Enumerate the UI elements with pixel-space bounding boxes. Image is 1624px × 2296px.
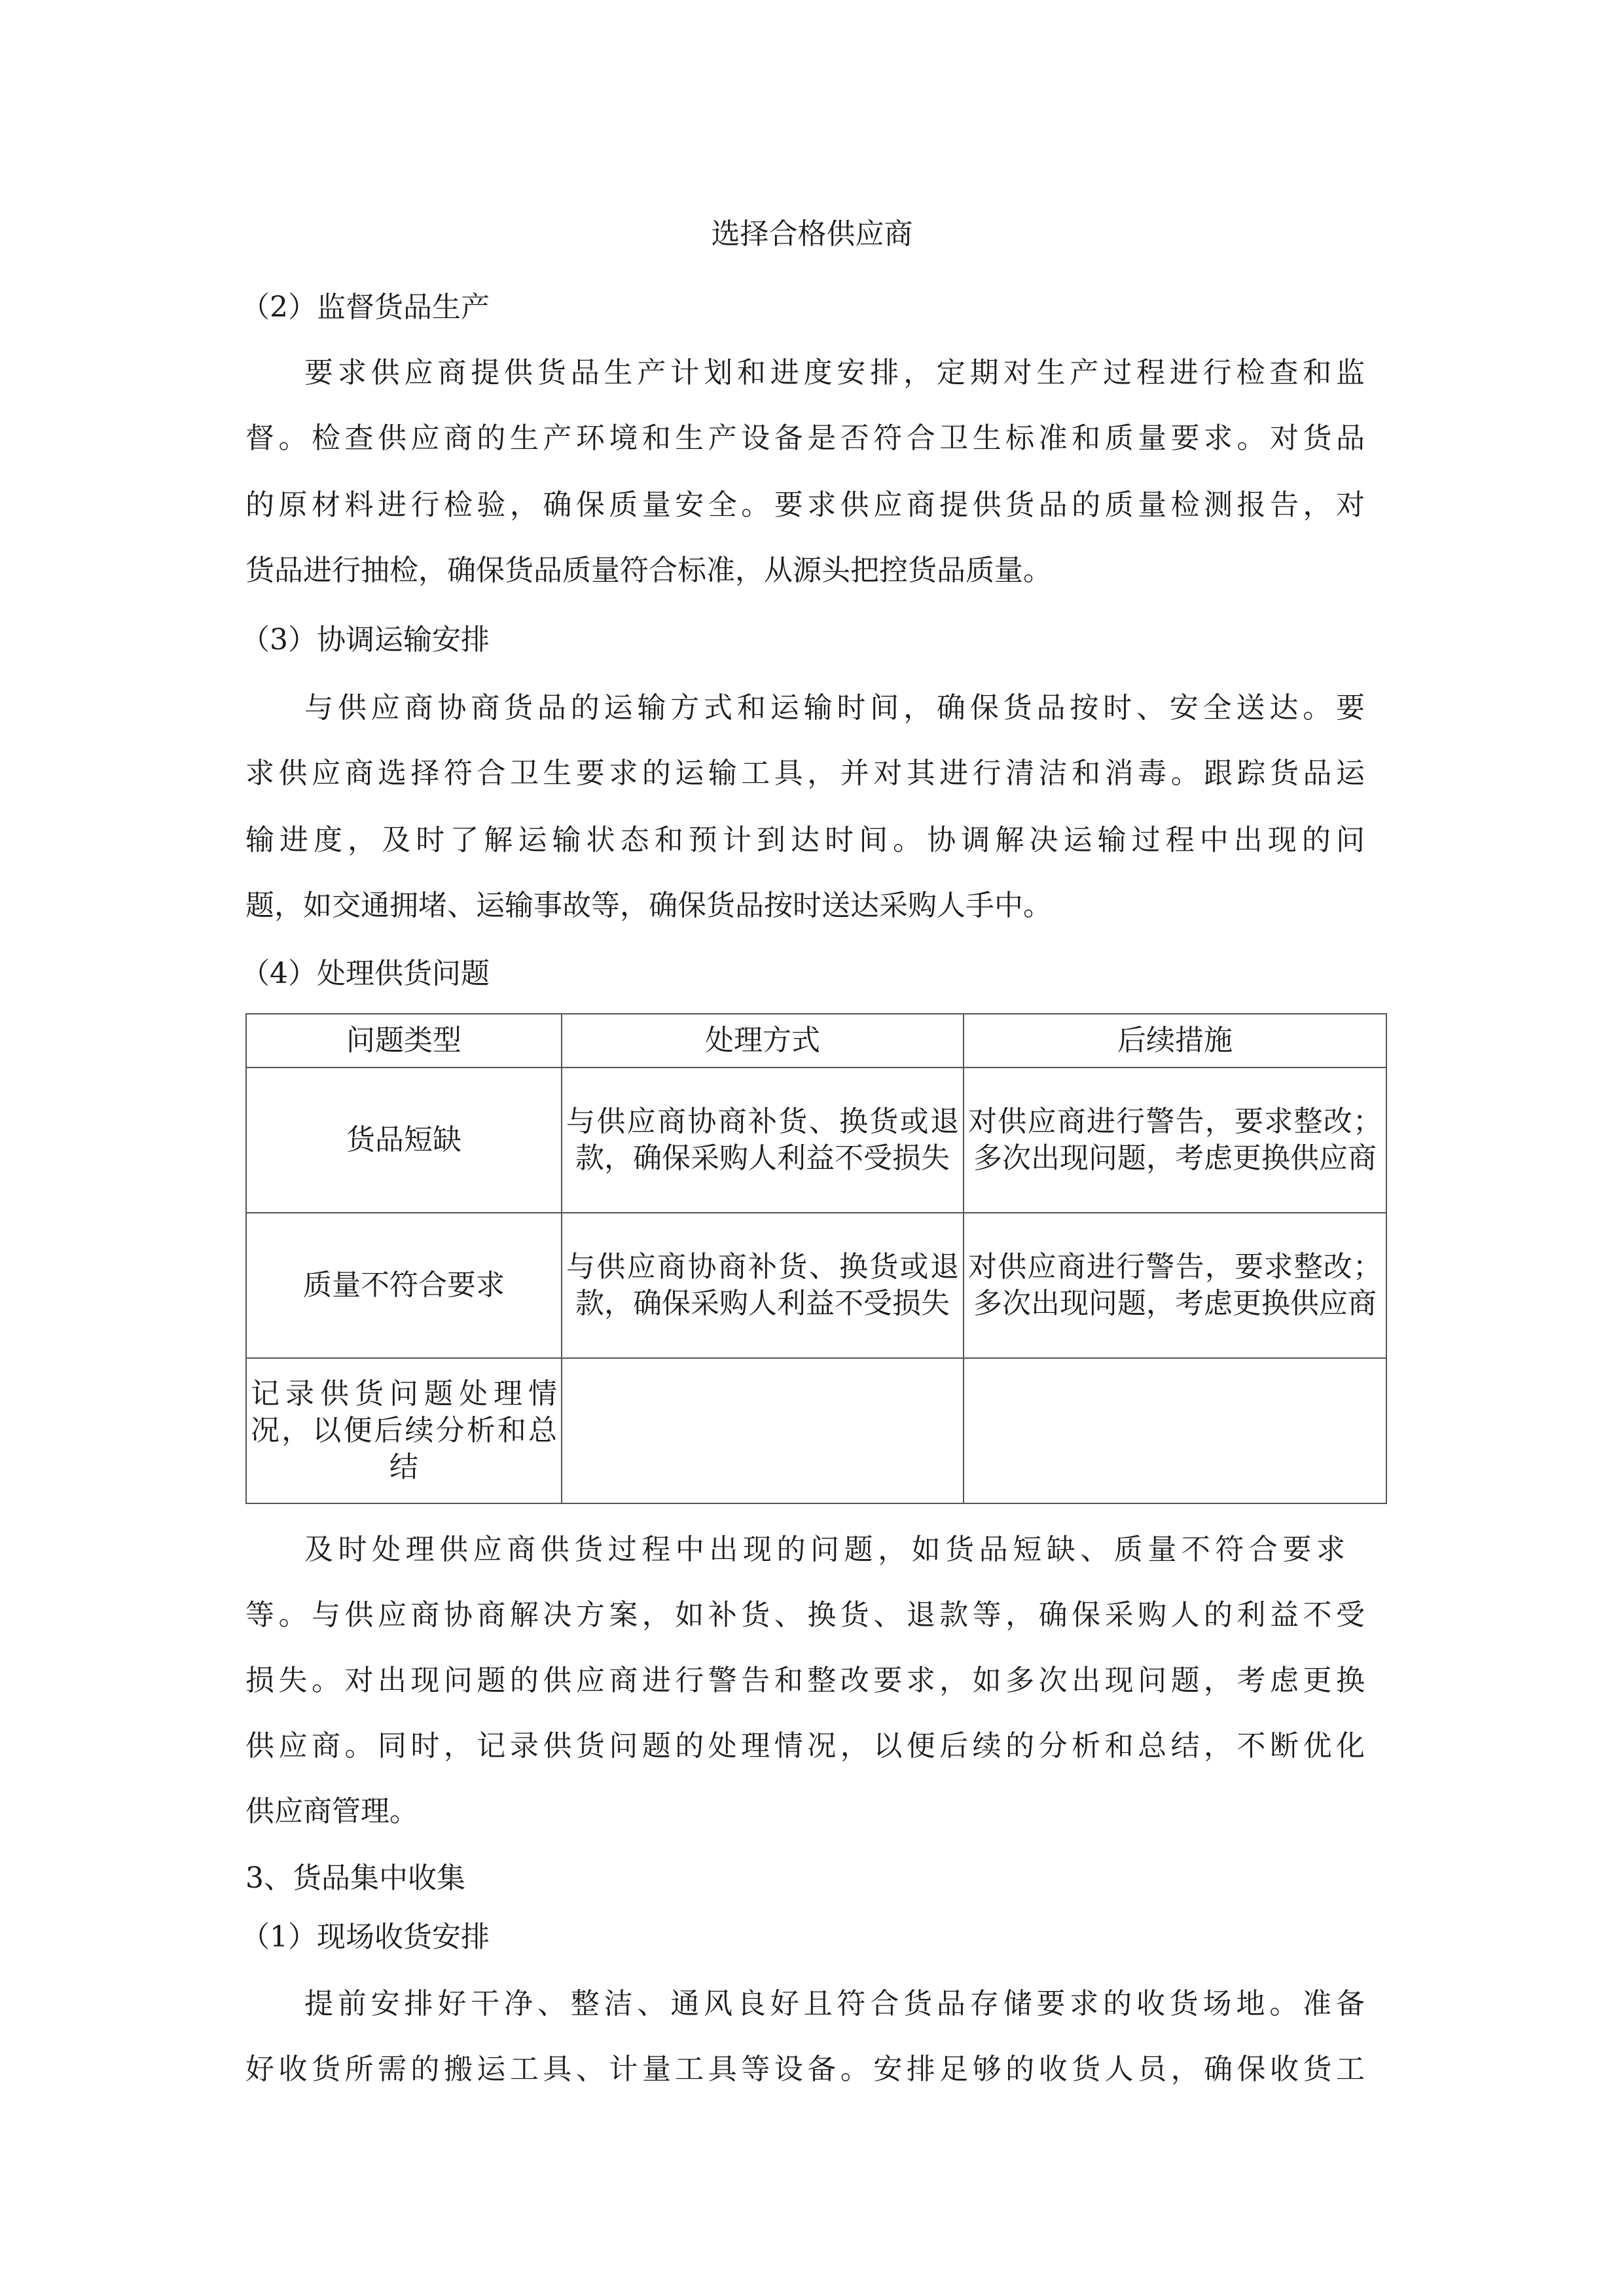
section-3-paragraph-line: 求供应商选择符合卫生要求的运输工具，并对其进行清洁和消毒。跟踪货品运 xyxy=(245,757,1365,790)
section-4-paragraph-line: 及时处理供应商供货过程中出现的问题，如货品短缺、质量不符合要求 xyxy=(304,1533,1345,1566)
table-row xyxy=(246,1213,1386,1358)
section-3-paragraph-line: 输进度，及时了解运输状态和预计到达时间。协调解决运输过程中出现的问 xyxy=(245,823,1365,857)
table-row xyxy=(246,1067,1386,1213)
handling-cell: 与供应商协商补货、换货或退款，确保采购人利益不受损失 xyxy=(562,1213,964,1358)
section-3-paragraph-line: 与供应商协商货品的运输方式和运输时间，确保货品按时、安全送达。要 xyxy=(304,691,1365,725)
table-header-cell: 处理方式 xyxy=(562,1014,964,1067)
issue-type-cell: 货品短缺 xyxy=(246,1067,562,1213)
section-4-paragraph-line: 供应商管理。 xyxy=(245,1795,418,1828)
issue-type-cell: 记录供货问题处理情况，以便后续分析和总结 xyxy=(246,1358,562,1503)
section-2-paragraph-line: 要求供应商提供货品生产计划和进度安排，定期对生产过程进行检查和监 xyxy=(304,356,1365,389)
issue-type-cell: 质量不符合要求 xyxy=(246,1213,562,1358)
handling-cell: 与供应商协商补货、换货或退款，确保采购人利益不受损失 xyxy=(562,1067,964,1213)
section-4-heading: （4）处理供货问题 xyxy=(241,957,490,990)
section-2-paragraph-line: 督。检查供应商的生产环境和生产设备是否符合卫生标准和质量要求。对货品 xyxy=(245,422,1365,455)
part-3-heading: 3、货品集中收集 xyxy=(245,1861,465,1895)
page-title: 选择合格供应商 xyxy=(711,217,913,251)
section-3-heading: （3）协调运输安排 xyxy=(241,623,490,656)
table-header-row xyxy=(246,1014,1386,1067)
section-2-heading: （2）监督货品生产 xyxy=(241,291,490,324)
section-3-1-paragraph-line: 提前安排好干净、整洁、通风良好且符合货品存储要求的收货场地。准备 xyxy=(304,1987,1365,2020)
table-header-cell: 问题类型 xyxy=(246,1014,562,1067)
section-3-1-paragraph-line: 好收货所需的搬运工具、计量工具等设备。安排足够的收货人员，确保收货工 xyxy=(245,2053,1365,2086)
supply-issues-table xyxy=(245,1013,1387,1504)
section-4-paragraph-line: 等。与供应商协商解决方案，如补货、换货、退款等，确保采购人的利益不受 xyxy=(245,1598,1365,1632)
table-header-cell: 后续措施 xyxy=(964,1014,1386,1067)
section-4-paragraph-line: 供应商。同时，记录供货问题的处理情况，以便后续的分析和总结，不断优化 xyxy=(245,1729,1365,1763)
section-3-1-heading: （1）现场收货安排 xyxy=(241,1920,490,1954)
section-2-paragraph-line: 的原材料进行检验，确保质量安全。要求供应商提供货品的质量检测报告，对 xyxy=(245,488,1365,522)
followup-cell xyxy=(964,1358,1386,1503)
followup-cell: 对供应商进行警告，要求整改；多次出现问题，考虑更换供应商 xyxy=(964,1067,1386,1213)
handling-cell xyxy=(562,1358,964,1503)
section-2-paragraph-line: 货品进行抽检，确保货品质量符合标准，从源头把控货品质量。 xyxy=(245,554,1052,587)
section-4-paragraph-line: 损失。对出现问题的供应商进行警告和整改要求，如多次出现问题，考虑更换 xyxy=(245,1664,1365,1697)
section-3-paragraph-line: 题，如交通拥堵、运输事故等，确保货品按时送达采购人手中。 xyxy=(245,889,1052,922)
table-row xyxy=(246,1358,1386,1503)
followup-cell: 对供应商进行警告，要求整改；多次出现问题，考虑更换供应商 xyxy=(964,1213,1386,1358)
